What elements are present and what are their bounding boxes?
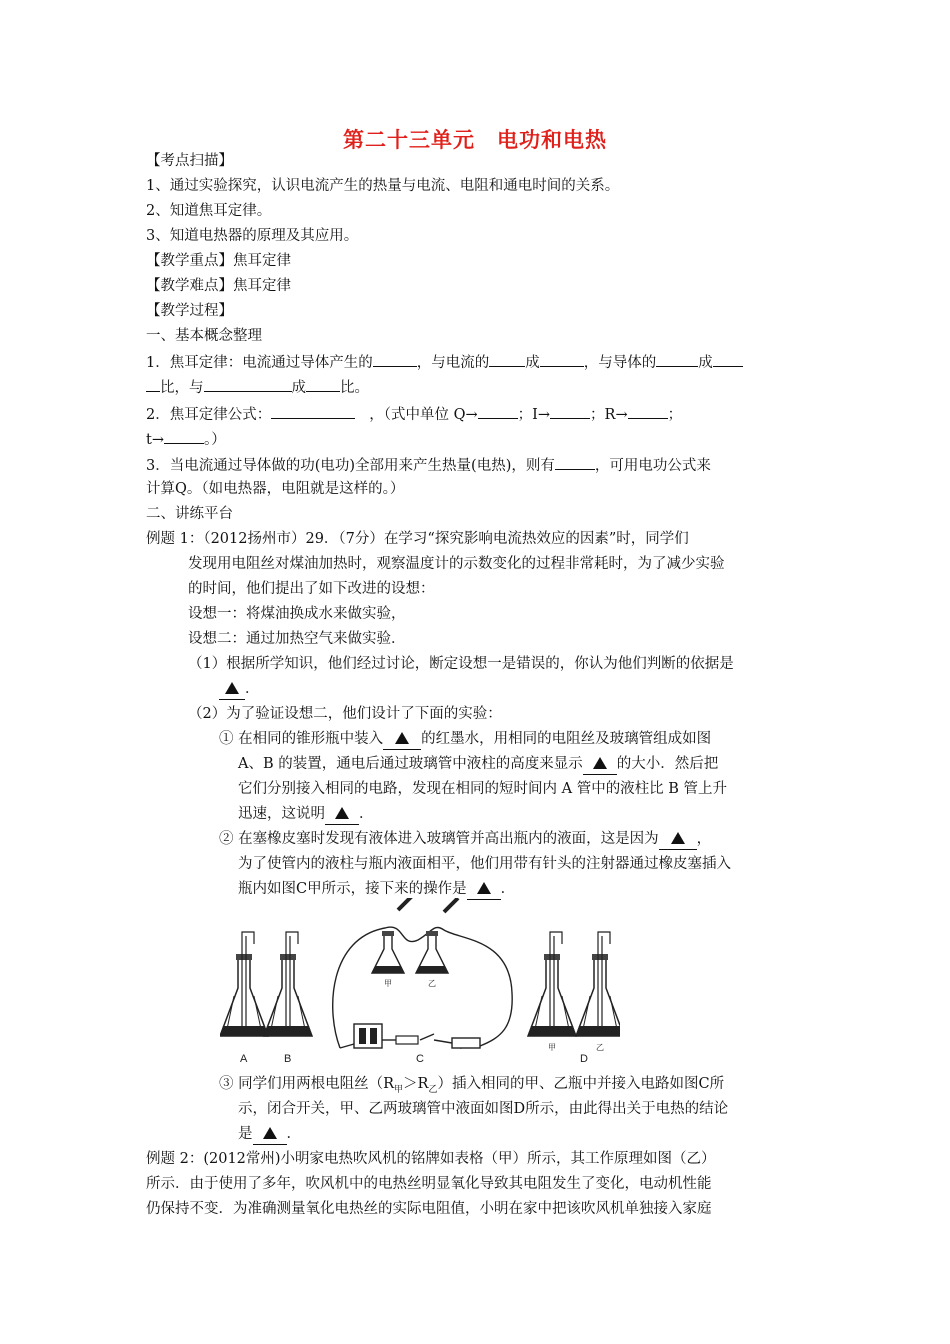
answer-blank[interactable]: [713, 351, 743, 367]
answer-blank[interactable]: [306, 376, 340, 392]
step-line: 迅速，这说明 ．: [238, 804, 374, 825]
answer-blank[interactable]: [373, 351, 417, 367]
concept-line: 比，与 成 比。: [146, 376, 369, 398]
flask-label-yi: 乙: [428, 979, 436, 988]
example-line: 设想二：通过加热空气来做实验．: [188, 631, 406, 647]
step-line: 是 ．: [238, 1124, 301, 1145]
flask-d-diagram: [528, 932, 620, 1036]
answer-blank[interactable]: [219, 679, 245, 700]
step-line: 它们分别接入相同的电路，发现在相同的短时间内 A 管中的液柱比 B 管上升: [238, 781, 728, 797]
question-line: （2）为了验证设想二，他们设计了下面的实验：: [188, 706, 502, 722]
text-line: 1、通过实验探究，认识电流产生的热量与电流、电阻和通电时间的关系。: [146, 178, 620, 194]
triangle-icon: [263, 1127, 277, 1139]
answer-blank[interactable]: [656, 351, 698, 367]
step-line: ② 在塞橡皮塞时发现有液体进入玻璃管并高出瓶内的液面，这是因为 ，: [219, 829, 711, 850]
answer-blank[interactable]: [583, 754, 617, 775]
example-line: 发现用电阻丝对煤油加热时，观察温度计的示数变化的过程非常耗时，为了减少实验: [188, 556, 725, 572]
answer-blank[interactable]: [467, 879, 501, 900]
figure-label-c: C: [416, 1053, 424, 1065]
example-line: 设想一：将煤油换成水来做实验，: [188, 606, 406, 622]
example-line: 仍保持不变．为准确测量氧化电热丝的实际电阻值，小明在家中把该吹风机单独接入家庭: [146, 1201, 712, 1217]
text-line: 计算Q。（如电热器，电阻就是这样的。）: [146, 481, 405, 497]
figure-label-a: A: [240, 1053, 248, 1065]
text-line: 3、知道电热器的原理及其应用。: [146, 228, 359, 244]
concept-line: t→ 。）: [146, 428, 226, 450]
example-line: 的时间，他们提出了如下改进的设想：: [188, 581, 435, 597]
triangle-icon: [395, 732, 409, 744]
answer-blank[interactable]: [540, 351, 584, 367]
question-line: （1）根据所学知识，他们经过讨论，断定设想一是错误的，你认为他们判断的依据是: [188, 656, 734, 672]
step-line: A、B 的装置，通电后通过玻璃管中液柱的高度来显示 的大小．然后把: [238, 754, 718, 775]
text-line: 2、知道焦耳定律。: [146, 203, 272, 219]
example-line: 例题 1：（2012扬州市）29．（7分）在学习“探究影响电流热效应的因素”时，同学们: [146, 531, 689, 547]
flask-a-diagram: [220, 932, 268, 1036]
answer-blank[interactable]: [164, 428, 204, 444]
answer-blank[interactable]: [325, 804, 359, 825]
answer-blank[interactable]: [253, 1124, 287, 1145]
flask-b-diagram: [264, 932, 312, 1036]
triangle-icon: [593, 757, 607, 769]
concept-line: 3．当电流通过导体做的功(电功)全部用来产生热量(电热)，则有 ，可用电功公式来: [146, 454, 711, 476]
answer-blank[interactable]: [659, 829, 697, 850]
figure-label-b: B: [284, 1053, 292, 1065]
answer-blank[interactable]: [555, 454, 595, 470]
question-line: ．: [219, 679, 260, 700]
step-line: ③ 同学们用两根电阻丝$(R_甲>R_乙)$插入相同的甲、乙瓶中并接入电路如图C所: [219, 1076, 725, 1095]
circuit-c-diagram: [333, 898, 512, 1048]
apparatus-figure: [220, 898, 620, 1066]
answer-blank[interactable]: [489, 351, 525, 367]
flask-label-jia: 甲: [384, 979, 392, 988]
step-line: 为了使管内的液柱与瓶内液面相平，他们用带有针头的注射器通过橡皮塞插入: [238, 856, 731, 872]
triangle-icon: [671, 832, 685, 844]
concept-line: 2．焦耳定律公式： ，（式中单位 Q→ ；I→ ；R→ ；: [146, 403, 682, 425]
text-line: 【教学重点】焦耳定律: [146, 253, 291, 269]
triangle-icon: [477, 882, 491, 894]
page-title: 第二十三单元 电功和电热: [343, 128, 607, 152]
answer-blank[interactable]: [550, 403, 590, 419]
section-heading: 【考点扫描】: [146, 153, 233, 169]
step-line: 示，闭合开关，甲、乙两玻璃管中液面如图D所示，由此得出关于电热的结论: [238, 1101, 729, 1117]
text-line: 【教学难点】焦耳定律: [146, 278, 291, 294]
answer-blank[interactable]: [478, 403, 518, 419]
answer-blank[interactable]: [146, 376, 160, 392]
example-line: 例题 2：(2012常州)小明家电热吹风机的铭牌如表格（甲）所示，其工作原理如图（乙）: [146, 1151, 716, 1167]
answer-blank[interactable]: [383, 729, 421, 750]
answer-blank[interactable]: [628, 403, 668, 419]
section-heading: 一、基本概念整理: [146, 328, 262, 344]
flask-label-jia: 甲: [548, 1043, 556, 1052]
triangle-icon: [225, 682, 239, 694]
section-heading: 二、讲练平台: [146, 506, 233, 522]
flask-label-yi: 乙: [596, 1043, 604, 1052]
figure-label-d: D: [580, 1053, 588, 1065]
section-heading: 【教学过程】: [146, 303, 233, 319]
concept-line: 1．焦耳定律：电流通过导体产生的 ，与电流的 成 ，与导体的 成: [146, 351, 743, 373]
step-line: ① 在相同的锥形瓶中装入 的红墨水，用相同的电阻丝及玻璃管组成如图: [219, 729, 711, 750]
example-line: 所示．由于使用了多年，吹风机中的电热丝明显氧化导致其电阻发生了变化，电动机性能: [146, 1176, 712, 1192]
triangle-icon: [335, 807, 349, 819]
answer-blank[interactable]: [204, 376, 292, 392]
answer-blank[interactable]: [271, 403, 355, 419]
step-line: 瓶内如图C甲所示，接下来的操作是 ．: [238, 879, 515, 900]
